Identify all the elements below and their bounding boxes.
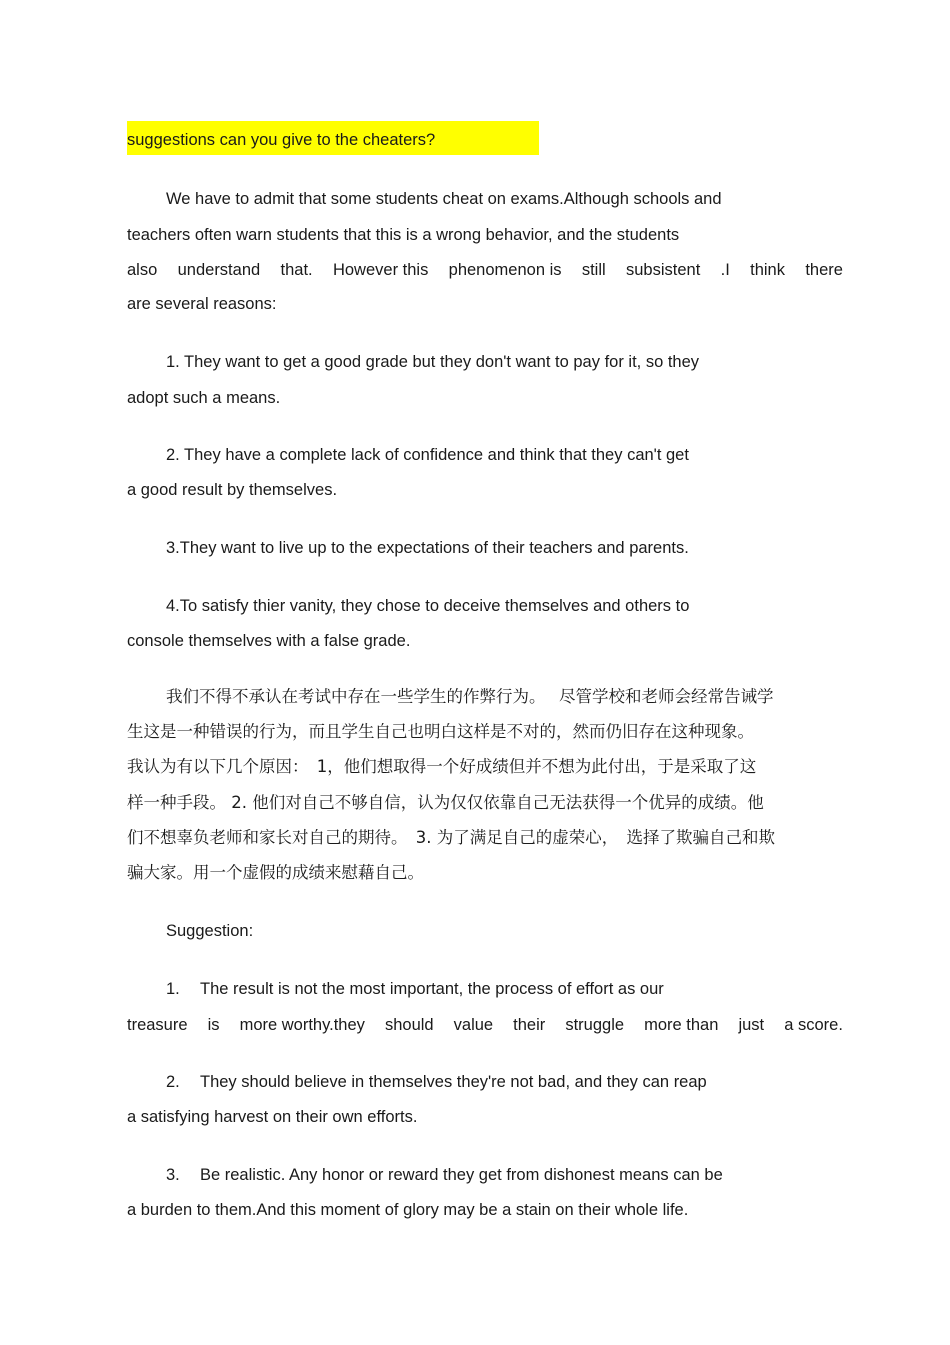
chinese-line-1: 我们不得不承认在考试中存在一些学生的作弊行为。 尽管学校和老师会经常告诫学 <box>166 687 774 706</box>
chinese-line-2: 生这是一种错误的行为，而且学生自己也明白这样是不对的，然而仍旧存在这种现象。 <box>127 722 754 741</box>
document-title: suggestions can you give to the cheaters? <box>127 131 436 149</box>
chinese-line-5: 们不想辜负老师和家长对自己的期待。 3. 为了满足自己的虚荣心， 选择了欺骗自己和欺 <box>127 828 775 847</box>
suggestion-heading: Suggestion: <box>166 922 254 940</box>
suggestion-1-line-1: The result is not the most important, the process of effort as our <box>200 980 664 998</box>
suggestion-1-number: 1. <box>166 980 180 998</box>
reason-2-line-1: 2. They have a complete lack of confidence and think that they can't get <box>166 446 689 464</box>
suggestion-3-line-1: Be realistic. Any honor or reward they get from dishonest means can be <box>200 1166 723 1184</box>
word: struggle <box>565 1016 625 1034</box>
suggestion-1-line-2 <box>127 1015 843 1035</box>
word: just <box>738 1016 765 1034</box>
suggestion-3-line-2: a burden to them.And this moment of glory may be a stain on their whole life. <box>127 1201 689 1219</box>
word: more than <box>644 1016 719 1034</box>
word: should <box>384 1016 434 1034</box>
intro-line-2: teachers often warn students that this is a wrong behavior, and the students <box>127 226 680 244</box>
word: there <box>805 261 843 279</box>
word: still <box>581 261 606 279</box>
chinese-line-6: 骗大家。用一个虚假的成绩来慰藉自己。 <box>127 863 424 882</box>
chinese-line-4: 样一种手段。 2. 他们对自己不够自信，认为仅仅依靠自己无法获得一个优异的成绩。他 <box>127 793 764 812</box>
reason-4-line-1: 4.To satisfy thier vanity, they chose to deceive themselves and others to <box>166 597 690 615</box>
suggestion-2-line-1: They should believe in themselves they're not bad, and they can reap <box>200 1073 707 1091</box>
reason-2-line-2: a good result by themselves. <box>127 481 338 499</box>
intro-line-1: We have to admit that some students cheat on exams.Although schools and <box>166 190 722 208</box>
word: phenomenon is <box>448 261 562 279</box>
word: their <box>513 1016 546 1034</box>
word: a score. <box>784 1016 843 1034</box>
word: think <box>750 261 785 279</box>
word: also <box>127 261 158 279</box>
word: more worthy.they <box>239 1016 365 1034</box>
reason-1-line-1: 1. They want to get a good grade but they don't want to pay for it, so they <box>166 353 700 371</box>
word: understand <box>177 261 261 279</box>
word: treasure <box>127 1016 188 1034</box>
chinese-line-3: 我认为有以下几个原因： 1，他们想取得一个好成绩但并不想为此付出，于是采取了这 <box>127 757 757 776</box>
intro-line-3 <box>127 260 843 280</box>
word: value <box>453 1016 494 1034</box>
word: However this <box>332 261 429 279</box>
word: that. <box>280 261 313 279</box>
suggestion-2-number: 2. <box>166 1073 180 1091</box>
reason-3-line-1: 3.They want to live up to the expectations of their teachers and parents. <box>166 539 689 557</box>
reason-1-line-2: adopt such a means. <box>127 389 281 407</box>
intro-line-4: are several reasons: <box>127 295 277 313</box>
word: subsistent <box>626 261 701 279</box>
suggestion-2-line-2: a satisfying harvest on their own efforts. <box>127 1108 418 1126</box>
word: is <box>207 1016 220 1034</box>
suggestion-3-number: 3. <box>166 1166 180 1184</box>
word: .I <box>720 261 730 279</box>
reason-4-line-2: console themselves with a false grade. <box>127 632 411 650</box>
